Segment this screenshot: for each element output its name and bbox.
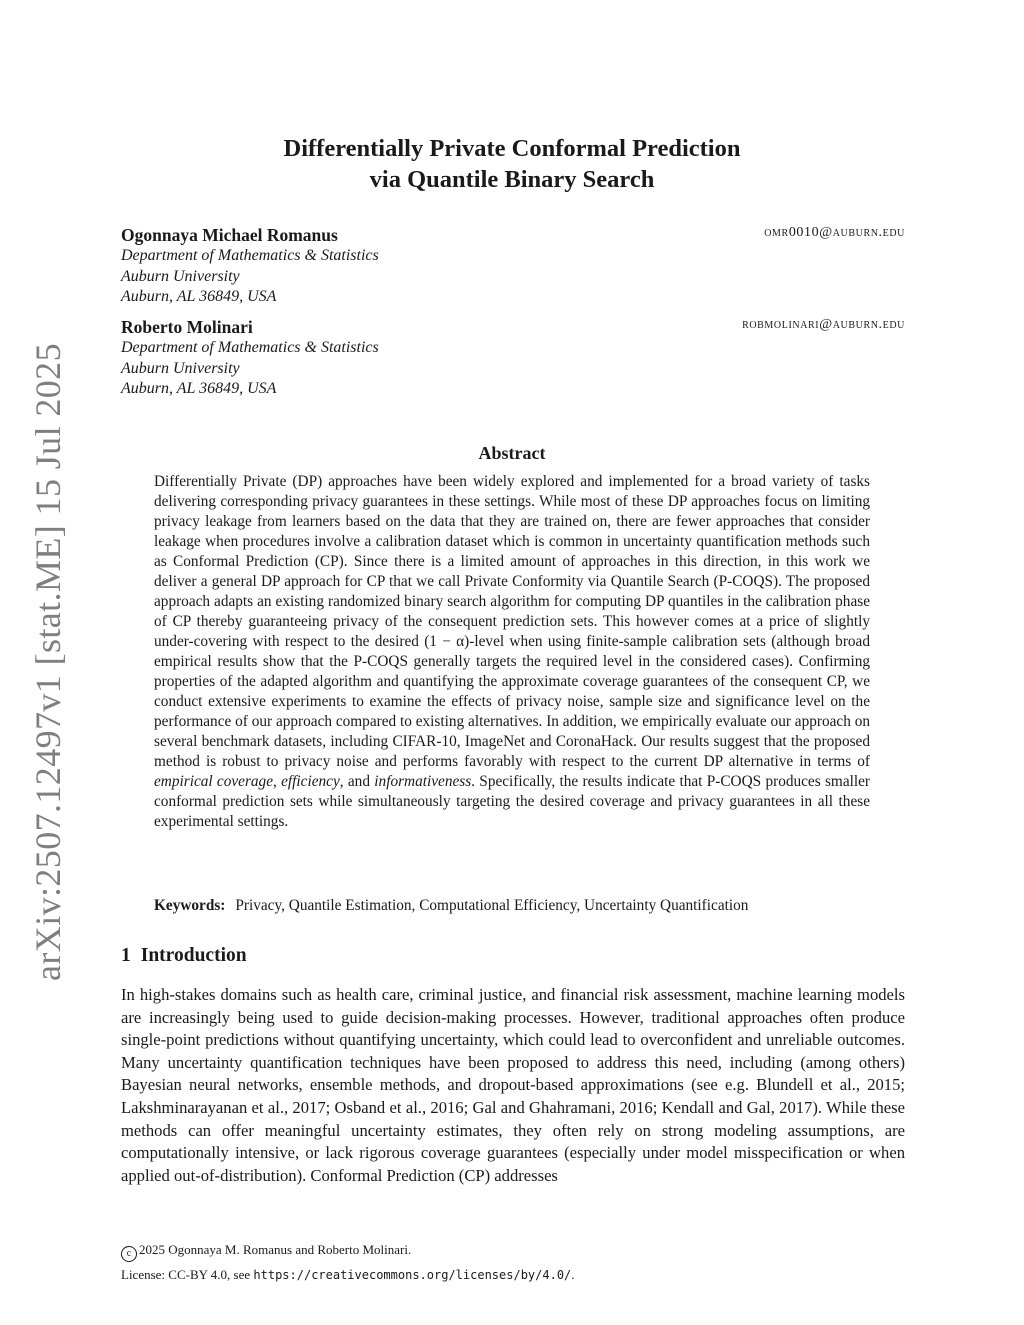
section-number: 1 [121, 945, 131, 966]
title-line-1: Differentially Private Conformal Prediction [283, 135, 741, 162]
introduction-paragraph: In high-stakes domains such as health care, criminal justice, and financial risk assessment, machine learning models are increasingly being used to guide decision-making processes. However, traditional approaches often produce single-point predictions without quantifying uncertainty, which could lead to overconfident and unreliable outcomes. Many uncertainty quantification techniques have been proposed to address this need, including (among others) Bayesian neural networks, ensemble methods, and dropout-based approximations (see e.g. Blundell et al., 2015; Lakshminarayanan et al., 2017; Osband et al., 2016; Gal and Ghahramani, 2016; Kendall and Gal, 2017). While these methods can offer meaningful uncertainty estimates, they often rely on strong modeling assumptions, are computationally intensive, or lack rigorous coverage guarantees (especially under model misspecification or when applied out-of-distribution). Conformal Prediction (CP) addresses [121, 985, 905, 1185]
copyright-icon: c [121, 1246, 137, 1262]
section-heading [121, 945, 247, 967]
author-name: Ogonnaya Michael Romanus [121, 225, 338, 245]
copyright-text: 2025 Ogonnaya M. Romanus and Roberto Molinari. [139, 1242, 412, 1257]
license-prefix: License: CC-BY 4.0, see [121, 1267, 254, 1282]
paper-title [0, 133, 1024, 195]
emphasis-empirical-coverage: empirical coverage [154, 773, 273, 790]
title-line-2: via Quantile Binary Search [369, 166, 655, 193]
abstract-separator: , and [339, 773, 375, 790]
author-email[interactable]: omr0010@auburn.edu [764, 225, 905, 240]
section-title: Introduction [140, 945, 247, 966]
license-footnote [121, 1267, 575, 1283]
author-university: Auburn University [121, 359, 240, 377]
author-block-2 [121, 316, 905, 400]
author-address: Auburn, AL 36849, USA [121, 288, 277, 305]
abstract-body [154, 472, 870, 832]
abstract-heading: Abstract [478, 443, 546, 463]
author-university: Auburn University [121, 267, 240, 285]
arxiv-stamp-text: arXiv:2507.12497v1 [stat.ME] 15 Jul 2025 [28, 343, 68, 981]
author-block-1 [121, 224, 905, 308]
license-link[interactable]: https://creativecommons.org/licenses/by/4.0/ [253, 1268, 572, 1282]
author-email[interactable]: robmolinari@auburn.edu [742, 317, 905, 332]
author-address: Auburn, AL 36849, USA [121, 380, 277, 397]
abstract-text: Differentially Private (DP) approaches have been widely explored and implemented for a broad variety of tasks delivering corresponding privacy guarantees in these settings. While most of these DP approaches focus on limiting privacy leakage from learners based on the data that they are trained on, there are fewer approaches that consider leakage when procedures involve a calibration dataset which is common in uncertainty quantification methods such as Conformal Prediction (CP). Since there is a limited amount of approaches in this direction, in this work we deliver a general DP approach for CP that we call Private Conformity via Quantile Search (P-COQS). The proposed approach adapts an existing randomized binary search algorithm for computing DP quantiles in the calibration phase of CP thereby guaranteeing privacy of the consequent prediction sets. This however comes at a price of slightly under-covering with respect to the desired (1 − α)-level when using finite-sample calibration sets (although broad empirical results show that the P-COQS generally targets the required level in the considered cases). Confirming properties of the adapted algorithm and quantifying the approximate coverage guarantees of the consequent CP, we conduct extensive experiments to examine the effects of privacy noise, sample size and significance level on the performance of our approach compared to existing alternatives. In addition, we empirically evaluate our approach on several benchmark datasets, including CIFAR-10, ImageNet and CoronaHack. Our results suggest that the proposed method is robust to privacy noise and performs favorably with respect to the current DP alternative in terms of [154, 473, 870, 770]
keywords-text: Privacy, Quantile Estimation, Computational Efficiency, Uncertainty Quantification [235, 897, 749, 914]
author-name: Roberto Molinari [121, 317, 253, 337]
keywords-label: Keywords: [154, 897, 226, 914]
abstract-separator: , [273, 773, 282, 790]
abstract-text: . Specifically, the results indicate that P-COQS produces smaller conformal prediction sets while simultaneously targeting the desired coverage and privacy guarantees in all these experimental settings. [154, 773, 871, 830]
license-suffix: . [571, 1267, 575, 1282]
keywords [154, 897, 870, 915]
copyright-footnote [121, 1242, 411, 1262]
author-department: Department of Mathematics & Statistics [121, 247, 379, 264]
emphasis-efficiency: efficiency [281, 773, 340, 790]
emphasis-informativeness: informativeness [374, 773, 472, 790]
author-department: Department of Mathematics & Statistics [121, 339, 379, 356]
